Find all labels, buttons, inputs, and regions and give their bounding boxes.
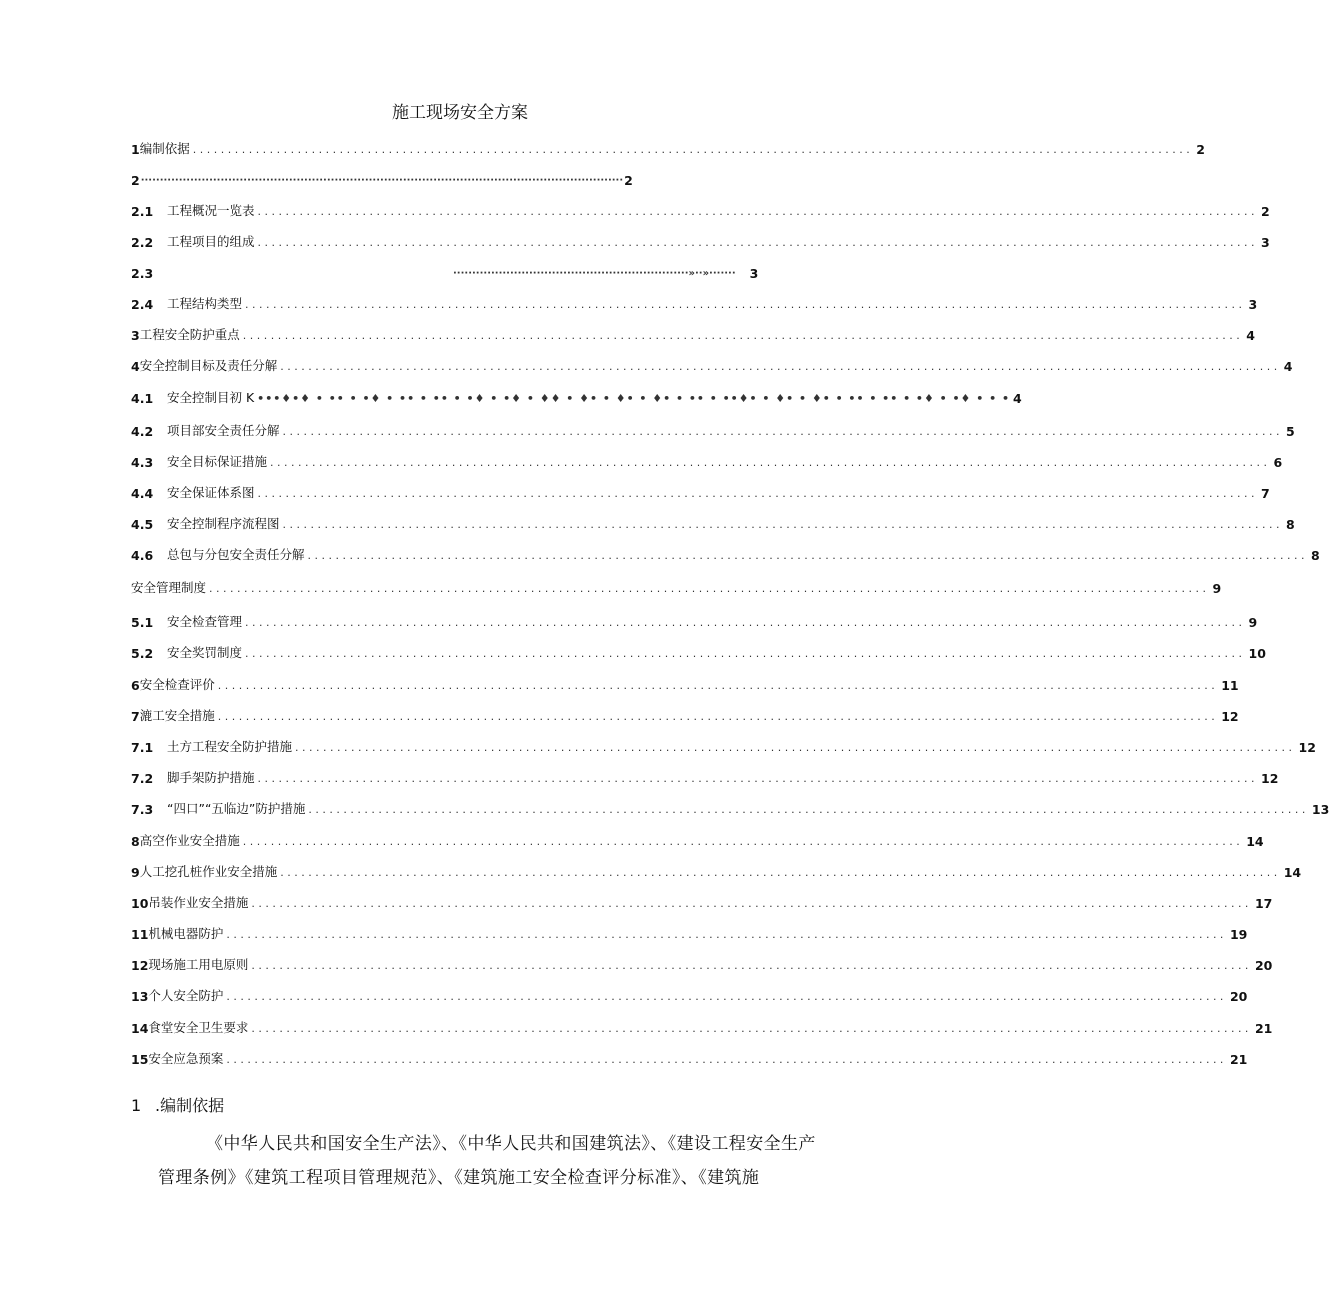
toc-leader-dots: ...............................................................................................................................................	[242, 835, 1244, 848]
toc-entry[interactable]	[131, 735, 1316, 755]
toc-entry[interactable]	[131, 766, 1279, 786]
toc-entry-label: “四口”“五临边”防护措施	[167, 801, 306, 816]
toc-entry-number: 2.4	[131, 297, 154, 312]
toc-entry-number: 4.6	[131, 548, 154, 563]
toc-entry-label: 总包与分包安全责任分解	[167, 547, 305, 562]
toc-leader-dots: ...............................................................................................................................................	[226, 990, 1227, 1003]
toc-entry-number: 2.1	[131, 204, 154, 219]
toc-entry-page: 14	[1283, 865, 1302, 880]
toc-entry[interactable]	[131, 543, 1320, 563]
toc-entry[interactable]	[131, 610, 1258, 630]
toc-leader-dots: ...............................................................................................................................................	[217, 710, 1219, 723]
toc-entry-label: 安全检查评价	[139, 677, 215, 692]
toc-entry-label: 安全奖罚制度	[167, 645, 243, 660]
toc-entry-page: 8	[1311, 548, 1320, 563]
toc-leader-dots: ...............................................................................................................................................	[308, 803, 1309, 816]
toc-entry-page: 7	[1261, 486, 1270, 501]
toc-entry-label: 安全控制程序流程图	[167, 516, 280, 531]
toc-entry[interactable]	[131, 641, 1266, 661]
toc-entry-label: 安全控制目标及责任分解	[139, 358, 278, 373]
toc-entry-number: 2	[131, 173, 140, 188]
section-number: 1	[131, 1096, 142, 1115]
toc-entry-number: 11	[131, 927, 149, 942]
toc-entry-label: 工程概况一览表	[167, 203, 255, 218]
toc-leader-dots: ...............................................................................................................................................	[257, 487, 1259, 500]
toc-entry-number: 4.2	[131, 424, 154, 439]
toc-entry-label: 安全应急预案	[148, 1051, 224, 1066]
toc-entry-number: 1	[131, 142, 140, 157]
document-title: 施工现场安全方案	[392, 103, 528, 123]
toc-leader-dots: ...............................................................................................................................................	[245, 298, 1246, 311]
toc-entry-number: 4.1	[131, 391, 154, 406]
toc-leader-dots: ...............................................................................................................................................	[270, 456, 1271, 469]
toc-entry-label: 项目部安全责任分解	[167, 423, 280, 438]
toc-entry-page: 3	[749, 266, 759, 281]
toc-entry-number: 7.1	[131, 740, 154, 755]
toc-entry[interactable]	[131, 419, 1295, 439]
toc-entry-page: 13	[1311, 802, 1329, 817]
toc-leader-dots: ······························································»··»·······	[453, 268, 736, 279]
toc-entry-label: 脚手架防护措施	[167, 770, 255, 785]
toc-entry-number: 6	[131, 678, 140, 693]
toc-entry-page: 2	[624, 173, 633, 188]
toc-leader-dots: ...............................................................................................................................................	[209, 582, 1210, 595]
toc-entry[interactable]	[131, 922, 1248, 942]
toc-entry-number: 9	[131, 865, 140, 880]
toc-entry-page: 4	[1012, 391, 1022, 406]
toc-entry[interactable]	[131, 137, 1205, 157]
toc-leader-dots: ...............................................................................................................................................	[192, 143, 1194, 156]
toc-leader-dots: ...............................................................................................................................................	[257, 236, 1259, 249]
toc-entry[interactable]	[131, 829, 1264, 849]
toc-entry[interactable]	[131, 168, 633, 188]
toc-entry-page: 9	[1212, 581, 1222, 596]
toc-entry-page: 3	[1261, 235, 1270, 250]
toc-leader-dots: ...............................................................................................................................................	[257, 772, 1259, 785]
toc-entry-label: 工程项目的组成	[167, 234, 255, 249]
toc-entry-number: 14	[131, 1021, 149, 1036]
toc-entry[interactable]	[131, 891, 1273, 911]
toc-entry-label: 吊装作业安全措施	[148, 895, 249, 910]
toc-entry-label: 现场施工用电原则	[148, 957, 249, 972]
toc-leader-dots: ...............................................................................................................................................	[282, 425, 1284, 438]
toc-entry-label: 安全控制目初 K	[167, 390, 255, 405]
toc-entry-number: 3	[131, 328, 140, 343]
toc-entry[interactable]	[131, 386, 1022, 406]
toc-entry[interactable]	[131, 199, 1270, 219]
toc-entry[interactable]	[131, 953, 1273, 973]
toc-leader-dots: ·······························································································································	[140, 175, 624, 186]
toc-entry[interactable]	[131, 354, 1293, 374]
toc-entry-page: 17	[1254, 896, 1273, 911]
toc-entry[interactable]	[131, 292, 1258, 312]
toc-leader-dots: ...............................................................................................................................................	[307, 549, 1309, 562]
toc-leader-dots: ...............................................................................................................................................	[295, 741, 1296, 754]
toc-entry-number: 15	[131, 1052, 149, 1067]
toc-entry-label: 安全管理制度	[131, 580, 207, 595]
toc-entry[interactable]	[131, 323, 1255, 343]
toc-entry[interactable]	[131, 1047, 1248, 1067]
toc-leader-dots: ...............................................................................................................................................	[217, 679, 1219, 692]
toc-entry-page: 20	[1229, 989, 1248, 1004]
toc-entry-page: 19	[1229, 927, 1248, 942]
toc-leader-dots: ...............................................................................................................................................	[257, 205, 1259, 218]
toc-entry-number: 4.3	[131, 455, 154, 470]
toc-entry-page: 14	[1246, 834, 1264, 849]
toc-leader-dots: ...............................................................................................................................................	[251, 897, 1252, 910]
toc-entry-page: 21	[1254, 1021, 1273, 1036]
toc-entry-page: 21	[1229, 1052, 1248, 1067]
toc-entry-label: 安全检查管理	[167, 614, 243, 629]
toc-entry-number: 10	[131, 896, 149, 911]
toc-leader-dots: ...............................................................................................................................................	[251, 959, 1252, 972]
toc-entry-page: 6	[1273, 455, 1283, 470]
toc-entry[interactable]	[131, 673, 1239, 693]
toc-entry-page: 5	[1286, 424, 1295, 439]
toc-entry-number: 7	[131, 709, 140, 724]
toc-entry-page: 11	[1221, 678, 1239, 693]
toc-entry[interactable]	[131, 704, 1239, 724]
toc-leader-dots: •••♦•♦ • •• • •♦ • •• • •• • •♦ • •♦ • ♦♦ • ♦• • ♦• • ♦• • •• • ••♦• • ♦• • ♦• • •• • •• • •♦ • •♦ • • •	[257, 392, 1010, 405]
toc-leader-dots: ...............................................................................................................................................	[282, 518, 1284, 531]
toc-leader-dots: ...............................................................................................................................................	[245, 647, 1246, 660]
section-heading	[131, 1093, 224, 1116]
toc-entry-page: 9	[1248, 615, 1258, 630]
toc-entry-number: 5.2	[131, 646, 154, 661]
toc-entry-page: 4	[1283, 359, 1293, 374]
toc-entry-number: 4	[131, 359, 140, 374]
toc-entry-label: 漉工安全措施	[139, 708, 215, 723]
toc-entry-page: 2	[1196, 142, 1205, 157]
toc-entry-label: 土方工程安全防护措施	[167, 739, 293, 754]
toc-entry-label: 高空作业安全措施	[139, 833, 240, 848]
toc-entry-number: 5.1	[131, 615, 154, 630]
toc-entry-page: 12	[1298, 740, 1316, 755]
toc-entry-label: 机械电器防护	[148, 926, 224, 941]
toc-entry-label: 人工挖孔桩作业安全措施	[139, 864, 278, 879]
toc-leader-dots: ...............................................................................................................................................	[226, 1053, 1227, 1066]
toc-entry-label: 工程结构类型	[167, 296, 243, 311]
toc-entry-number: 4.4	[131, 486, 154, 501]
toc-entry[interactable]	[131, 860, 1302, 880]
toc-entry[interactable]	[131, 481, 1270, 501]
toc-entry-page: 12	[1221, 709, 1239, 724]
toc-entry-label: 安全目标保证措施	[167, 454, 268, 469]
toc-entry-label: 工程安全防护重点	[139, 327, 240, 342]
toc-entry-page: 8	[1286, 517, 1295, 532]
toc-entry-number: 2.3	[131, 266, 154, 281]
toc-entry[interactable]	[131, 261, 759, 281]
toc-entry-page: 12	[1261, 771, 1279, 786]
section-paragraph: 《中华人民共和国安全生产法》、《中华人民共和国建筑法》、《建设工程安全生产管理条例》《建筑工程项目管理规范》、《建筑施工安全检查评分标准》、《建筑施	[158, 1134, 816, 1188]
toc-leader-dots: ...............................................................................................................................................	[242, 329, 1244, 342]
toc-entry-number: 7.3	[131, 802, 154, 817]
toc-entry[interactable]	[131, 230, 1270, 250]
toc-entry-number: 8	[131, 834, 140, 849]
toc-leader-dots: ...............................................................................................................................................	[226, 928, 1227, 941]
toc-entry-page: 4	[1246, 328, 1255, 343]
toc-entry-page: 10	[1248, 646, 1266, 661]
toc-entry[interactable]	[131, 797, 1329, 817]
toc-entry[interactable]	[131, 984, 1248, 1004]
toc-entry-page: 20	[1254, 958, 1273, 973]
toc-entry-label: 食堂安全卫生要求	[148, 1020, 249, 1035]
toc-entry[interactable]	[131, 1016, 1273, 1036]
toc-entry[interactable]	[131, 576, 1222, 596]
toc-entry-label: 个人安全防护	[148, 988, 224, 1003]
toc-entry-number: 4.5	[131, 517, 154, 532]
toc-entry-number: 2.2	[131, 235, 154, 250]
toc-entry[interactable]	[131, 450, 1283, 470]
toc-leader-dots: ...............................................................................................................................................	[280, 360, 1281, 373]
toc-entry-page: 2	[1261, 204, 1270, 219]
section-title: .编制依据	[155, 1096, 225, 1115]
toc-leader-dots: ...............................................................................................................................................	[280, 866, 1281, 879]
toc-entry[interactable]	[131, 512, 1295, 532]
toc-entry-number: 7.2	[131, 771, 154, 786]
toc-entry-number: 13	[131, 989, 149, 1004]
toc-entry-label: 安全保证体系图	[167, 485, 255, 500]
toc-leader-dots: ...............................................................................................................................................	[245, 616, 1246, 629]
toc-entry-label: 编制依据	[139, 141, 190, 156]
toc-leader-dots: ...............................................................................................................................................	[251, 1022, 1252, 1035]
toc-entry-number: 12	[131, 958, 149, 973]
toc-entry-page: 3	[1248, 297, 1258, 312]
